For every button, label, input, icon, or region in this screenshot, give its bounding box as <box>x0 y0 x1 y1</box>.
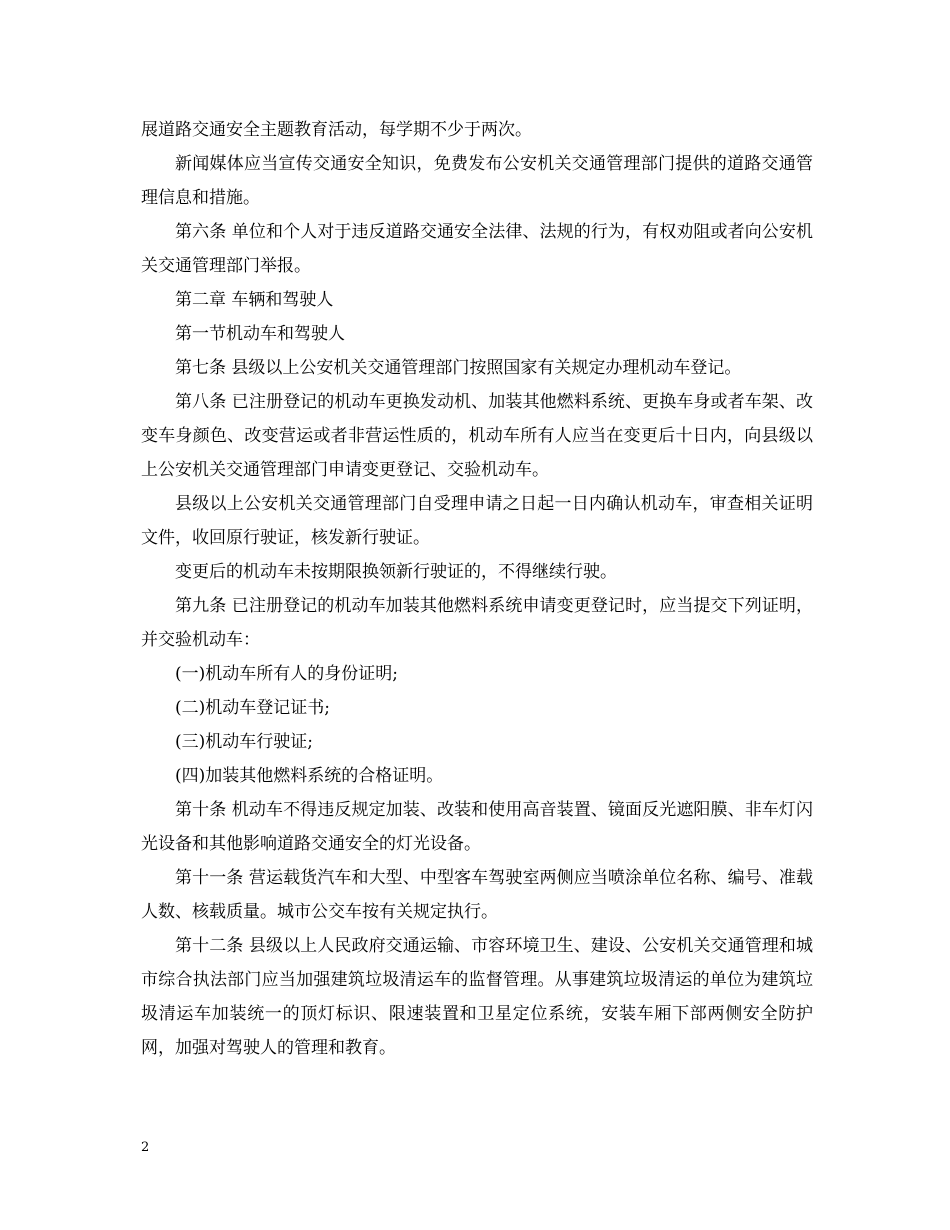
document-body <box>141 113 813 1065</box>
chapter-2-heading: 第二章 车辆和驾驶人 <box>175 290 334 310</box>
page-number: 2 <box>141 1140 150 1155</box>
article-6: 第六条 单位和个人对于违反道路交通安全法律、法规的行为，有权劝阻或者向公安机关交通管理部门举报。 <box>141 222 813 276</box>
article-8-paragraph-2: 县级以上公安机关交通管理部门自受理申请之日起一日内确认机动车，审查相关证明文件，收回原行驶证，核发新行驶证。 <box>141 494 813 548</box>
article-10: 第十条 机动车不得违反规定加装、改装和使用高音装置、镜面反光遮阳膜、非车灯闪光设备和其他影响道路交通安全的灯光设备。 <box>141 800 813 854</box>
article-12: 第十二条 县级以上人民政府交通运输、市容环境卫生、建设、公安机关交通管理和城市综合执法部门应当加强建筑垃圾清运车的监督管理。从事建筑垃圾清运的单位为建筑垃圾清运车加装统一的顶灯标识、限速装置和卫星定位系统，安装车厢下部两侧安全防护网，加强对驾驶人的管理和教育。 <box>141 936 813 1058</box>
article-9: 第九条 已注册登记的机动车加装其他燃料系统申请变更登记时，应当提交下列证明，并交验机动车： <box>141 596 813 650</box>
article-7: 第七条 县级以上公安机关交通管理部门按照国家有关规定办理机动车登记。 <box>175 358 742 378</box>
article-8: 第八条 已注册登记的机动车更换发动机、加装其他燃料系统、更换车身或者车架、改变车身颜色、改变营运或者非营运性质的，机动车所有人应当在变更后十日内，向县级以上公安机关交通管理部门申请变更登记、交验机动车。 <box>141 392 813 480</box>
article-8-paragraph-3: 变更后的机动车未按期限换领新行驶证的，不得继续行驶。 <box>175 562 617 582</box>
article-9-item-3: (三)机动车行驶证; <box>175 732 313 752</box>
article-9-item-2: (二)机动车登记证书; <box>175 698 330 718</box>
article-11: 第十一条 营运载货汽车和大型、中型客车驾驶室两侧应当喷涂单位名称、编号、准载人数、核载质量。城市公交车按有关规定执行。 <box>141 868 813 922</box>
section-1-heading: 第一节机动车和驾驶人 <box>175 324 345 344</box>
paragraph-continuation: 展道路交通安全主题教育活动，每学期不少于两次。 <box>141 120 532 140</box>
article-9-item-4: (四)加装其他燃料系统的合格证明。 <box>175 766 444 786</box>
article-9-item-1: (一)机动车所有人的身份证明; <box>175 664 398 684</box>
paragraph-news-media: 新闻媒体应当宣传交通安全知识，免费发布公安机关交通管理部门提供的道路交通管理信息和措施。 <box>141 154 813 208</box>
